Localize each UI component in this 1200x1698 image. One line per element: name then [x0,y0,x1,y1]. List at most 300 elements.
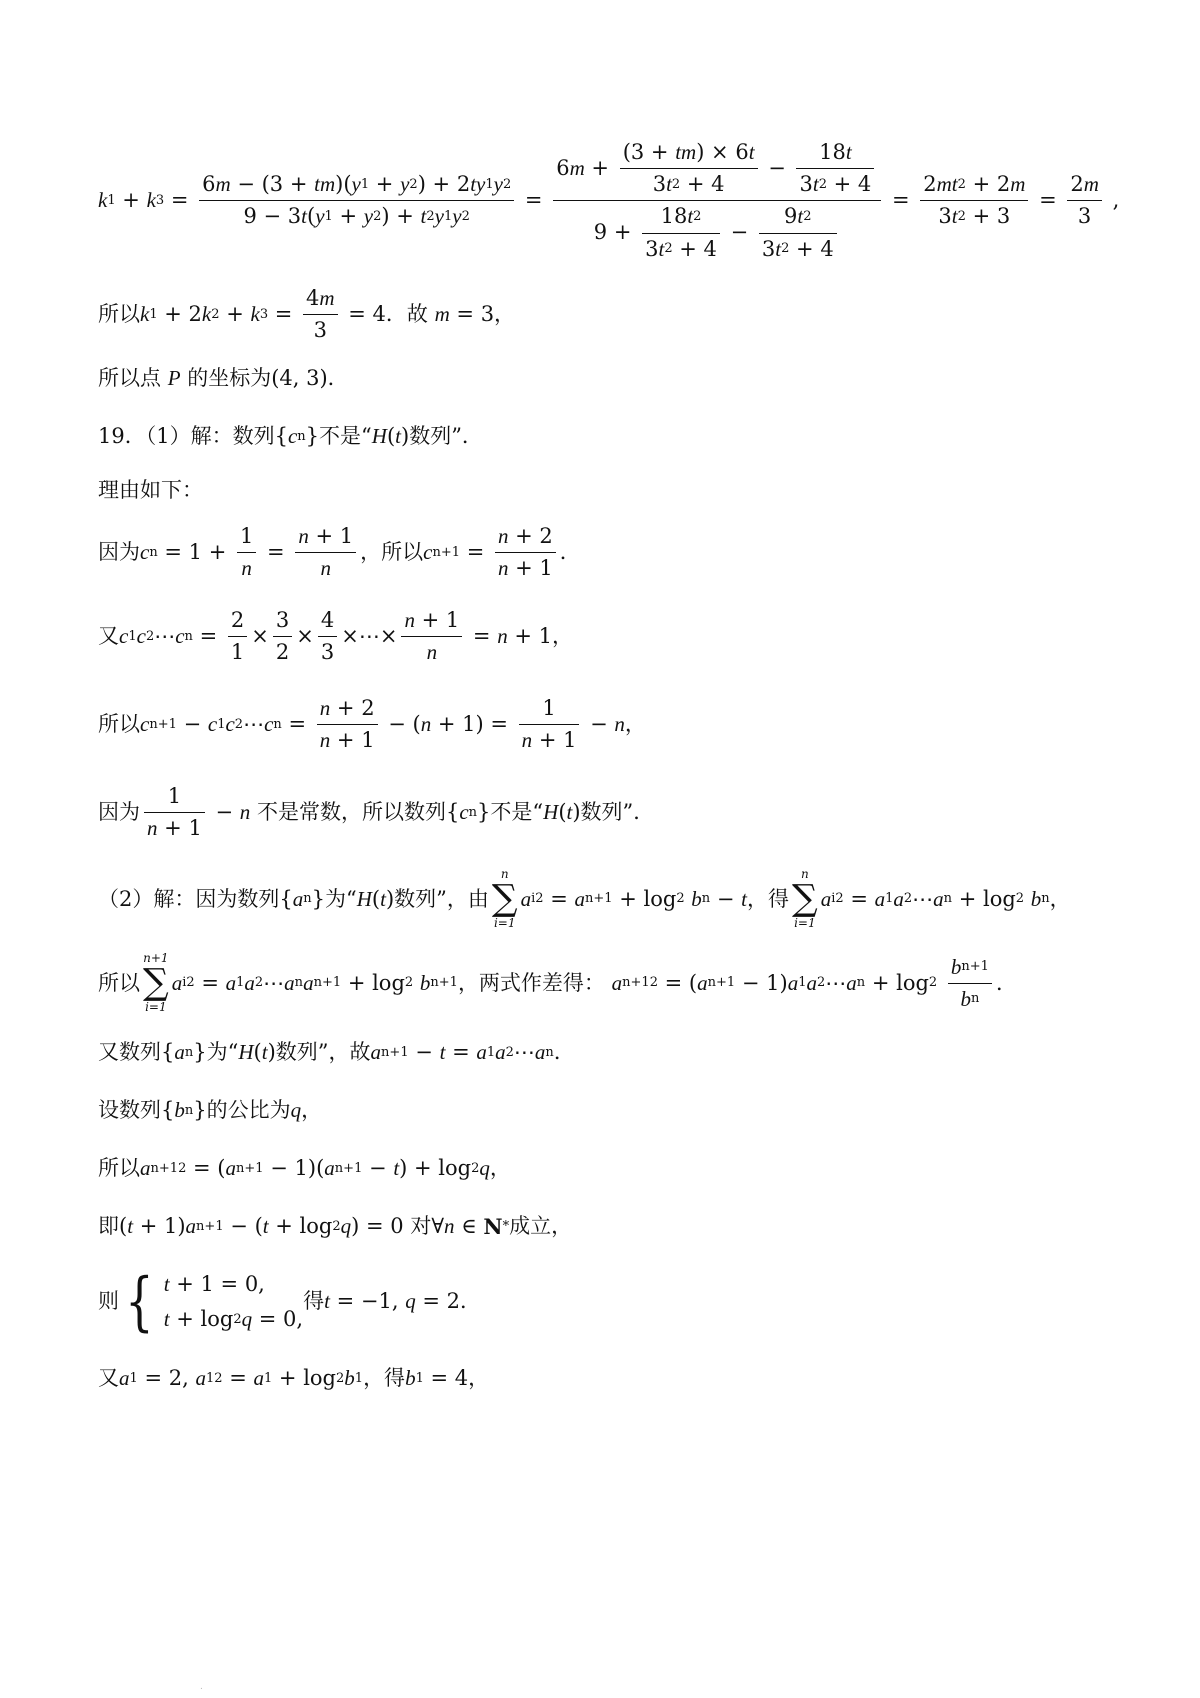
subscript: n [856,975,866,991]
subscript: 2 [332,1218,341,1234]
line-system [98,1265,1140,1339]
text-run: 1 [230,640,245,665]
math-variable: t [566,800,573,825]
fraction-bar [295,552,356,553]
text-run: + 2 [330,696,375,720]
text-run: ， [489,1156,511,1180]
equation-system [119,1265,304,1339]
subscript: n [545,1044,554,1060]
q19-part1-head [98,424,1140,449]
text-run: 4 [320,608,335,632]
subscript: 2 [233,1311,242,1327]
subscript: 2 [505,1044,514,1060]
text-run: 所以点 [98,366,168,390]
sum-upper-limit: n [500,867,509,881]
subscript: 2 [234,716,244,732]
text-run: − [362,1156,394,1180]
denominator [957,987,982,1012]
text-run: ⋯ [825,970,847,995]
text-run: − [208,800,240,825]
text-run: − 1)( [263,1156,325,1180]
text-run: + 1 [414,608,460,632]
math-variable: q [290,1098,302,1122]
math-variable: t [324,1289,330,1314]
text-run: 所以 [98,712,140,737]
math-variable: a [874,886,886,911]
text-run: + log [865,970,929,995]
text-run: = [281,712,313,737]
text-run: = [268,302,300,327]
subscript: 2 [928,975,938,991]
text-run: }不是“ [305,424,372,448]
superscript: 2 [186,975,195,991]
text-run: + log [169,1307,234,1331]
numerator [495,524,556,549]
text-run: 即( [98,1214,128,1238]
denominator [317,728,378,753]
math-variable: a [820,886,832,911]
text-run: ( [371,886,381,911]
subscript: 2 [816,975,826,991]
line-an-recur [98,1040,1140,1065]
subscript: n [303,891,312,907]
fraction-bar [401,636,462,637]
text-run [685,887,692,912]
subscript: n+1 [381,1044,409,1060]
subscript: n+1 [334,1160,363,1176]
text-run: = 2, [137,1366,196,1390]
math-variable: q [340,1214,352,1238]
sum-lower-limit: i=1 [794,916,816,931]
fraction-bar [144,812,205,813]
math-variable: t [127,1214,134,1238]
subscript: n+1 [432,544,461,560]
subscript: n [943,891,953,907]
line-sum-m [98,286,1140,343]
text-run: 3 [275,608,290,632]
text-run: − [408,1040,440,1064]
math-variable: a [171,970,183,995]
text-run: ( [253,1040,262,1064]
fraction-bar [317,724,378,725]
text-run: }的公比为 [193,1098,291,1122]
math-variable: a [574,886,585,911]
math-variable: t [395,424,401,448]
subscript: 1 [149,306,158,322]
text-run: + 1 [532,728,577,753]
subscript: 2 [211,306,220,322]
denominator [495,556,556,581]
math-variable: q [479,1156,490,1180]
text-run: 理由如下： [98,478,203,502]
text-run: ． [559,540,581,565]
fraction [295,524,356,581]
text-run: ，所以 [360,540,424,565]
reason-head [98,478,1140,503]
line-not-constant [98,784,1140,841]
subscript: n+1 [707,975,736,991]
subscript: n [294,975,304,991]
text-run: 的坐标为(4, 3)． [180,366,349,390]
math-variable: c [136,624,146,649]
math-variable: b [419,970,431,995]
text-run: 所以 [98,970,140,995]
subscript: 1 [486,1044,496,1060]
line-an-sq [98,1156,1140,1181]
text-run: 4 [306,286,320,310]
math-variable: a [225,1156,236,1180]
math-variable: a [303,970,314,995]
text-run: + 1) = [431,712,515,737]
math-variable: c [175,624,185,649]
math-variable: n [497,524,509,548]
math-variable: a [697,970,708,995]
system-row [164,1307,303,1332]
denominator [318,640,337,665]
sum-lower-limit: i=1 [493,916,516,931]
text-run: 1 [239,524,254,548]
math-variable: a [476,1040,487,1064]
line-point-p [98,366,1140,391]
math-variable: a [933,886,944,911]
text-run: }不是“ [477,800,544,825]
math-variable: b [1030,886,1042,911]
text-run: + [219,302,251,327]
text-run: − [176,712,208,737]
math-variable: k [201,302,212,327]
math-variable: a [244,970,255,995]
fraction-bar [228,636,247,637]
numerator [317,696,378,721]
denominator [317,556,334,581]
math-variable: P [167,366,181,390]
fraction [144,784,205,841]
fraction [401,608,462,665]
numerator [273,608,292,633]
numerator [228,608,247,633]
math-variable: c [207,712,218,737]
math-variable: c [264,712,274,737]
line-two-eq [98,952,1140,1014]
fraction-bar [948,983,992,984]
text-run: ∈ [454,1214,484,1238]
fraction-bar [318,636,337,637]
math-variable: n [320,556,331,581]
line-forall [98,1214,1140,1239]
fraction [317,696,378,753]
subscript: 1 [128,628,137,644]
sum-upper-limit: n [800,867,809,881]
math-variable: a [893,886,904,911]
subscript: n [970,991,980,1007]
text-run: )数列”，由 [385,886,489,911]
text-run: ⋯ [513,1040,535,1064]
text-run: 2 [230,608,245,632]
text-run: )数列”． [572,800,655,825]
q19-part2-head [98,868,1140,930]
footer-mark: . [200,1682,203,1692]
text-run: 则 [98,1289,119,1314]
denominator [228,640,247,665]
subscript: 1 [129,1370,138,1386]
summation [143,952,169,1014]
text-run: 19．（1）解：数列{ [98,424,288,448]
numerator [539,696,558,721]
text-run: 2 [275,640,290,665]
text-run: = 0, [252,1307,304,1331]
text-run: × [296,624,314,649]
text-run [937,971,944,996]
text-run: + 1 [157,816,202,841]
math-variable: b [405,1366,416,1390]
text-run: + log [272,1366,336,1390]
superscript: 2 [214,1370,223,1386]
fraction-bar [303,314,338,315]
text-run: + 1 = 0, [169,1271,265,1296]
text-run: ( [386,424,396,448]
math-variable: b [344,1366,355,1390]
sum-upper-limit: n+1 [143,951,169,965]
text-run: 因为 [98,540,140,565]
math-variable: t [393,1156,400,1180]
math-variable: m [434,302,450,327]
text-run: ⋯ [263,970,285,995]
superscript: 2 [535,891,544,907]
text-run: + 2 [157,302,202,327]
text-run: − [583,712,615,737]
text-run: = ( [186,1156,226,1180]
math-variable: k [140,302,150,327]
math-variable: k [250,302,260,327]
text-run: + log [612,886,677,911]
subscript: 1 [236,975,245,991]
math-variable: n [298,524,309,548]
fraction: 2 mt 2 + 2 m 3 t 2 + 3 [920,172,1028,229]
text-run: 3 [313,318,327,343]
text-run: （2）解：因为数列{ [98,886,293,911]
text-run: ， [1049,886,1071,911]
numerator [948,955,992,980]
text-run: + 2 [508,524,553,548]
text-run: 不是常数，所以数列{ [250,800,460,825]
text-run: − [710,886,742,911]
subscript: n+1 [150,1160,179,1176]
subscript: n [184,1044,194,1060]
math-variable: a [225,970,237,995]
math-variable: a [846,970,857,995]
subscript: i [531,891,536,907]
bold-symbol: N [483,1214,503,1239]
math-variable: b [174,1098,185,1122]
math-variable: H [356,886,372,911]
math-variable: q [241,1307,253,1331]
math-variable: c [140,540,150,565]
text-run: = 4， [423,1366,490,1390]
math-variable: a [253,1366,264,1390]
math-variable: a [324,1156,335,1180]
text-run: + 1 [508,556,553,581]
text-run: = [445,1040,477,1064]
math-variable: n [404,608,415,632]
math-variable: c [459,800,469,825]
subscript: n [149,544,158,560]
line-b1 [98,1366,1140,1391]
math-variable: c [423,540,433,565]
fraction: 2 m 3 [1067,172,1102,229]
system-row [164,1272,303,1297]
fraction [519,696,580,753]
text-run: ， [301,1098,323,1122]
text-run: = ( [657,970,698,995]
text-run: + 1， [507,624,574,649]
math-variable: q [405,1289,416,1314]
fraction [303,286,338,343]
text-run: 1 [542,696,556,720]
text-run: }为“ [311,886,357,911]
math-variable: a [195,1366,206,1390]
denominator [238,556,255,581]
line-cn-def [98,524,1140,581]
text-run: = [194,970,226,995]
text-run: + log [952,886,1016,911]
denominator [424,640,441,665]
compound-fraction: 6 m + (3 + tm ) × 6 t 3 t 2 + 4 − 18 t 3 t 2 + 4 9 + 18 t 2 3 t 2 + 4 − 9 t 2 3 t 2 + 4 [553,140,881,262]
subscript: 1 [205,1370,215,1386]
subscript: 2 [676,891,685,907]
text-run: − ( [381,712,421,737]
text-run [413,971,420,996]
text-run: = [222,1366,254,1390]
math-variable: a [119,1366,130,1390]
math-variable: n [420,712,432,737]
text-run: 又 [98,624,119,649]
math-variable: m [319,286,335,310]
text-run: 设数列{ [98,1098,175,1122]
text-run: = 2． [415,1289,481,1314]
subscript: n [184,1102,194,1118]
text-run: + log [341,970,405,995]
math-variable: a [370,1040,382,1064]
subscript: 1 [217,716,226,732]
line-diff [98,696,1140,753]
subscript: 2 [404,975,414,991]
text-run: 1 [167,784,182,808]
math-variable: a [534,1040,546,1064]
fraction-bar [519,724,580,725]
text-run: = 1 + [157,540,233,565]
subscript: i [182,975,187,991]
math-variable: n [147,816,158,841]
math-variable: n [614,712,625,737]
text-run: ，得 [746,886,789,911]
math-variable: c [119,624,129,649]
math-variable: H [238,1040,254,1064]
math-variable: c [140,712,150,737]
subscript: n+1 [236,1160,264,1176]
text-run: ． [553,1040,575,1064]
text-run: }为“ [193,1040,239,1064]
math-variable: a [284,970,295,995]
subscript: 1 [263,1370,273,1386]
subscript: n [468,804,478,820]
subscript: n [273,716,282,732]
numerator [165,784,184,809]
text-run: 得 [303,1289,325,1314]
superscript: 2 [835,891,844,907]
subscript: 1 [798,975,807,991]
subscript: n [184,628,193,644]
text-run: ⋯ [912,886,934,911]
math-variable: a [611,970,623,995]
math-variable: a [174,1040,185,1064]
text-run: )数列”． [401,424,483,448]
superscript: * [502,1218,510,1234]
superscript: 2 [178,1160,187,1176]
math-variable: b [691,886,702,911]
subscript: 2 [254,975,264,991]
subscript: 2 [1015,891,1025,907]
subscript: 1 [354,1370,364,1386]
denominator [311,318,330,343]
math-variable: t [262,1214,269,1238]
denominator [519,728,580,753]
text-run: ) = 0 对∀ [351,1214,444,1238]
math-variable: t [163,1307,170,1331]
text-run: + 1) [133,1214,186,1238]
text-run: ， [624,712,646,737]
math-variable: t [261,1040,268,1064]
subscript: n+1 [196,1218,224,1234]
text-run [1024,887,1031,912]
text-run: = [466,624,498,649]
subscript: 3 [259,306,269,322]
math-variable: n [497,624,508,649]
math-variable: t [163,1271,170,1296]
math-variable: a [520,886,532,911]
text-run: = 3， [449,302,516,327]
subscript: i [831,891,836,907]
left-brace: { [125,1265,154,1339]
text-run: + log [268,1214,333,1238]
math-variable: n [239,800,251,825]
math-variable: H [371,424,387,448]
denominator [144,816,205,841]
text-run: = 4．故 [341,302,435,327]
math-variable: c [225,712,235,737]
text-run: 所以 [98,302,140,327]
subscript: n+1 [961,959,989,975]
fraction [948,955,992,1012]
fraction [495,524,556,581]
text-run: 又数列{ [98,1040,175,1064]
math-variable: a [787,970,799,995]
sigma-symbol: ∑ [791,878,818,920]
numerator [318,608,337,633]
sum-lower-limit: i=1 [145,1000,167,1015]
sigma-symbol: ∑ [491,878,518,920]
text-run: = [192,624,224,649]
subscript: n [297,428,306,444]
text-run: ) + log [399,1156,472,1180]
fraction [273,608,292,665]
subscript: n+1 [585,891,613,907]
text-run: − 1) [735,970,788,995]
subscript: 2 [903,891,913,907]
math-variable: t [380,886,386,911]
math-variable: H [543,800,559,825]
text-run: = [543,886,575,911]
math-variable: c [287,424,298,448]
